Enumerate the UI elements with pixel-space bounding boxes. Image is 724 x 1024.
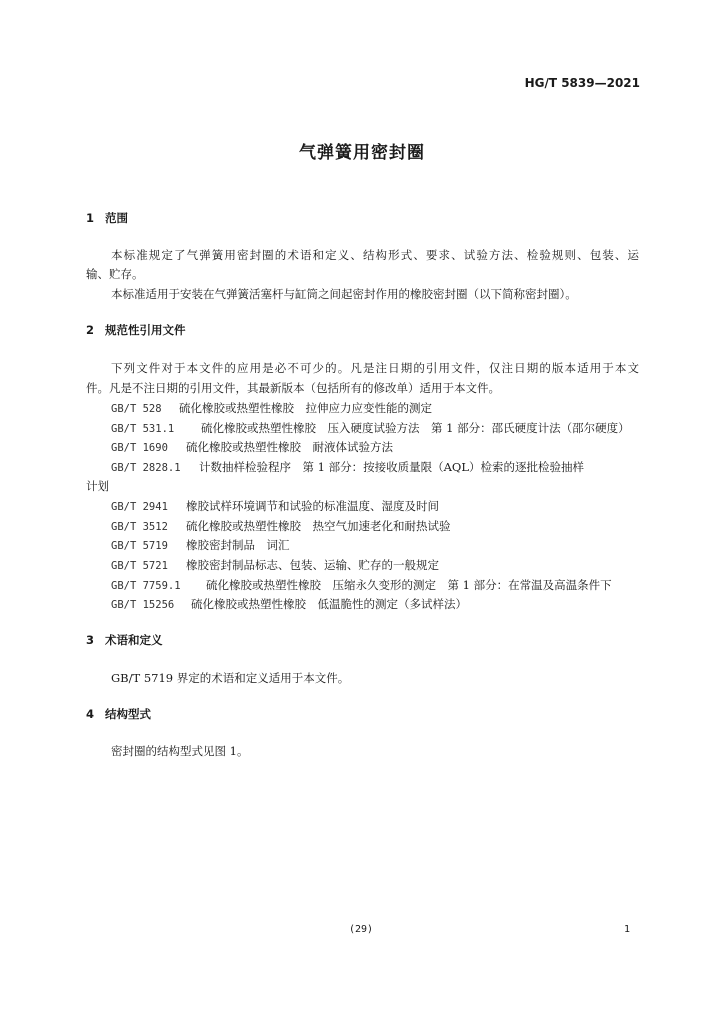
- reference-item: [111, 420, 630, 436]
- section-2-heading: [86, 322, 186, 338]
- section-number: 1: [86, 211, 95, 225]
- reference-title: 硫化橡胶或热塑性橡胶 拉伸应力应变性能的测定: [179, 401, 432, 415]
- footer-page-code: (29): [349, 924, 374, 935]
- section-number: 4: [86, 707, 95, 721]
- reference-title: 硫化橡胶或热塑性橡胶 压入硬度试验方法 第 1 部分：邵氏硬度计法（邵尔硬度）: [201, 421, 630, 435]
- section-title: 规范性引用文件: [105, 323, 186, 337]
- reference-title: 硫化橡胶或热塑性橡胶 耐液体试验方法: [186, 440, 393, 454]
- document-title: 气弹簧用密封圈: [299, 143, 425, 163]
- reference-item: [111, 518, 451, 534]
- reference-code: GB/T 2941: [111, 501, 168, 513]
- paragraph: 本标准规定了气弹簧用密封圈的术语和定义、结构形式、要求、试验方法、检验规则、包装、运: [111, 248, 639, 262]
- section-4-heading: [86, 706, 151, 722]
- page-number: 1: [624, 924, 631, 935]
- reference-code: GB/T 1690: [111, 442, 168, 454]
- reference-title: 橡胶密封制品 词汇: [186, 538, 290, 552]
- paragraph: 本标准适用于安装在气弹簧活塞杆与缸筒之间起密封作用的橡胶密封圈（以下简称密封圈）。: [111, 287, 577, 301]
- reference-item: [111, 537, 290, 553]
- reference-item: [111, 400, 432, 416]
- paragraph: 下列文件对于本文件的应用是必不可少的。凡是注日期的引用文件，仅注日期的版本适用于本文: [111, 361, 639, 375]
- reference-code: GB/T 531.1: [111, 423, 175, 435]
- reference-code: GB/T 528: [111, 403, 162, 415]
- paragraph: GB/T 5719 界定的术语和定义适用于本文件。: [111, 671, 350, 685]
- reference-code: GB/T 2828.1: [111, 462, 181, 474]
- standard-number: HG/T 5839—2021: [524, 76, 640, 90]
- section-number: 2: [86, 323, 95, 337]
- section-number: 3: [86, 633, 95, 647]
- reference-code: GB/T 5719: [111, 540, 168, 552]
- paragraph: 输、贮存。: [86, 267, 144, 281]
- section-title: 术语和定义: [105, 633, 163, 647]
- section-title: 结构型式: [105, 707, 151, 721]
- reference-continuation: 计划: [86, 479, 109, 493]
- reference-item: [111, 459, 584, 475]
- paragraph: 密封圈的结构型式见图 1。: [111, 744, 249, 758]
- reference-item: [111, 596, 467, 612]
- paragraph: 件。凡是不注日期的引用文件，其最新版本（包括所有的修改单）适用于本文件。: [86, 381, 500, 395]
- reference-item: [111, 577, 612, 593]
- reference-title: 硫化橡胶或热塑性橡胶 热空气加速老化和耐热试验: [186, 519, 451, 533]
- reference-title: 计数抽样检验程序 第 1 部分：按接收质量限（AQL）检索的逐批检验抽样: [199, 460, 584, 474]
- reference-title: 硫化橡胶或热塑性橡胶 压缩永久变形的测定 第 1 部分：在常温及高温条件下: [206, 578, 612, 592]
- section-title: 范围: [105, 211, 128, 225]
- reference-code: GB/T 15256: [111, 599, 175, 611]
- reference-code: GB/T 3512: [111, 521, 168, 533]
- reference-code: GB/T 5721: [111, 560, 168, 572]
- section-3-heading: [86, 632, 163, 648]
- reference-title: 橡胶试样环境调节和试验的标准温度、湿度及时间: [186, 499, 439, 513]
- reference-item: [111, 557, 439, 573]
- reference-item: [111, 439, 393, 455]
- reference-code: GB/T 7759.1: [111, 580, 181, 592]
- section-1-heading: [86, 210, 128, 226]
- reference-item: [111, 498, 439, 514]
- reference-title: 橡胶密封制品标志、包装、运输、贮存的一般规定: [186, 558, 439, 572]
- reference-title: 硫化橡胶或热塑性橡胶 低温脆性的测定（多试样法）: [191, 597, 467, 611]
